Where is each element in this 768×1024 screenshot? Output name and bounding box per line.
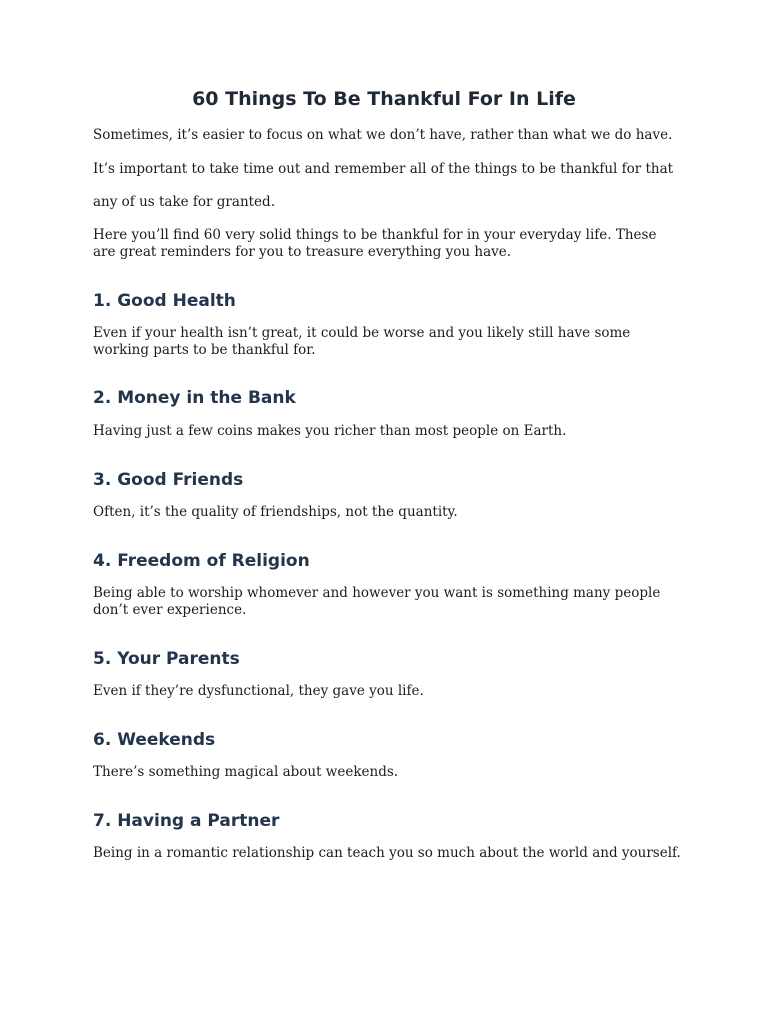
section-heading-good-friends: 3. Good Friends [93,470,244,490]
section-heading-your-parents: 5. Your Parents [93,649,240,669]
section-heading-freedom-of-religion: 4. Freedom of Religion [93,551,310,571]
section-body-money-in-the-bank: Having just a few coins makes you richer than most people on Earth. [93,423,567,439]
section-body-your-parents: Even if they’re dysfunctional, they gave you life. [93,683,424,699]
section-body-good-friends: Often, it’s the quality of friendships, not the quantity. [93,504,458,520]
intro-paragraph-1: Sometimes, it’s easier to focus on what we don’t have, rather than what we do have. [93,127,673,143]
section-body-good-health: Even if your health isn’t great, it could be worse and you likely still have some working parts to be thankful for. [93,325,631,358]
section-heading-having-a-partner: 7. Having a Partner [93,811,280,831]
section-body-freedom-of-religion: Being able to worship whomever and however you want is something many people don’t ever experience. [93,585,661,618]
section-heading-money-in-the-bank: 2. Money in the Bank [93,388,296,408]
section-body-weekends: There’s something magical about weekends. [93,764,399,780]
section-body-having-a-partner: Being in a romantic relationship can teach you so much about the world and yourself. [93,845,681,861]
page-title: 60 Things To Be Thankful For In Life [192,88,576,110]
intro-paragraph-2-line-2: any of us take for granted. [93,194,275,210]
section-heading-weekends: 6. Weekends [93,730,216,750]
section-heading-good-health: 1. Good Health [93,291,236,311]
intro-paragraph-3: Here you’ll find 60 very solid things to be thankful for in your everyday life. These are great reminders for you to treasure everything you have. [93,227,657,260]
intro-paragraph-2-line-1: It’s important to take time out and remember all of the things to be thankful for that [93,161,674,177]
